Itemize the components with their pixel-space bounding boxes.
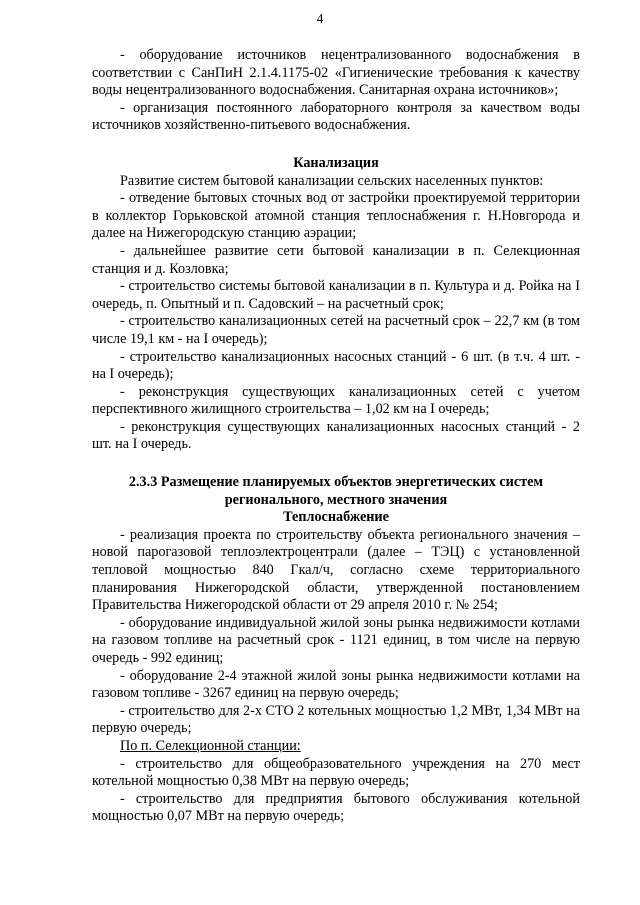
list-item: - отведение бытовых сточных вод от застройки проектируемой территории в коллектор Горьковской атомной станция теплоснабжения г. Н.Новгорода и далее на Нижегородскую станцию аэрации; — [92, 190, 580, 242]
list-item: - оборудование 2-4 этажной жилой зоны рынка недвижимости котлами на газовом топливе - 3267 единиц на первую очередь; — [92, 667, 580, 702]
page-number: 4 — [316, 11, 324, 26]
list-item: - реконструкция существующих канализационных насосных станций - 2 шт. на I очередь. — [92, 418, 580, 453]
list-item: - строительство системы бытовой канализации в п. Культура и д. Ройка на I очередь, п. Опытный и п. Садовский – на расчетный срок; — [92, 278, 580, 312]
list-item: - дальнейшее развитие сети бытовой канализации в п. Селекционная станция и д. Козловка; — [92, 242, 580, 277]
list-item: - оборудование индивидуальной жилой зоны рынка недвижимости котлами на газовом топливе на расчетный срок - 1121 единиц, в том числе на первую очередь - 992 единиц; — [92, 614, 580, 666]
paragraph: - оборудование источников нецентрализованного водоснабжения в соответствии с СанПиН 2.1.4.1175-02 «Гигиенические требования к качеству воды нецентрализованного водоснабжения. Санитарная охрана источников»; — [92, 47, 580, 99]
paragraph: - организация постоянного лабораторного контроля за качеством воды источников хозяйственно-питьевого водоснабжения. — [92, 99, 580, 134]
underlined-label: По п. Селекционной станции: — [120, 737, 301, 754]
section-heading-energy: 2.3.3 Размещение планируемых объектов энергетических систем — [128, 474, 544, 491]
list-item: - строительство канализационных сетей на расчетный срок – 22,7 км (в том числе 19,1 км - на I очередь); — [92, 313, 580, 347]
list-item: - реализация проекта по строительству объекта регионального значения – новой парогазовой теплоэлектроцентрали (далее – ТЭЦ) с установленной тепловой мощностью 840 Гкал/ч, согласно схеме территориального планирования Нижегородской области, утвержденной постановлением Правительства Нижегородской области от 29 апреля 2010 г. № 254; — [92, 526, 580, 614]
list-item: - строительство для предприятия бытового обслуживания котельной мощностью 0,07 МВт на первую очередь; — [92, 790, 580, 825]
list-item: - строительство для 2-х СТО 2 котельных мощностью 1,2 МВт, 1,34 МВт на первую очередь; — [92, 702, 580, 737]
page-content — [92, 47, 580, 826]
section-heading-energy-line2: регионального, местного значения — [224, 491, 448, 508]
section-heading-sewer: Канализация — [293, 154, 379, 171]
list-item: - строительство канализационных насосных станций - 6 шт. (в т.ч. 4 шт. - на I очередь); — [92, 348, 580, 383]
list-item: - реконструкция существующих канализационных сетей с учетом перспективного жилищного строительства – 1,02 км на I очередь; — [92, 383, 580, 418]
subheading-heat-supply: Теплоснабжение — [283, 509, 389, 526]
paragraph: Развитие систем бытовой канализации сельских населенных пунктов: — [120, 172, 544, 189]
list-item: - строительство для общеобразовательного учреждения на 270 мест котельной мощностью 0,38 МВт на первую очередь; — [92, 755, 580, 790]
